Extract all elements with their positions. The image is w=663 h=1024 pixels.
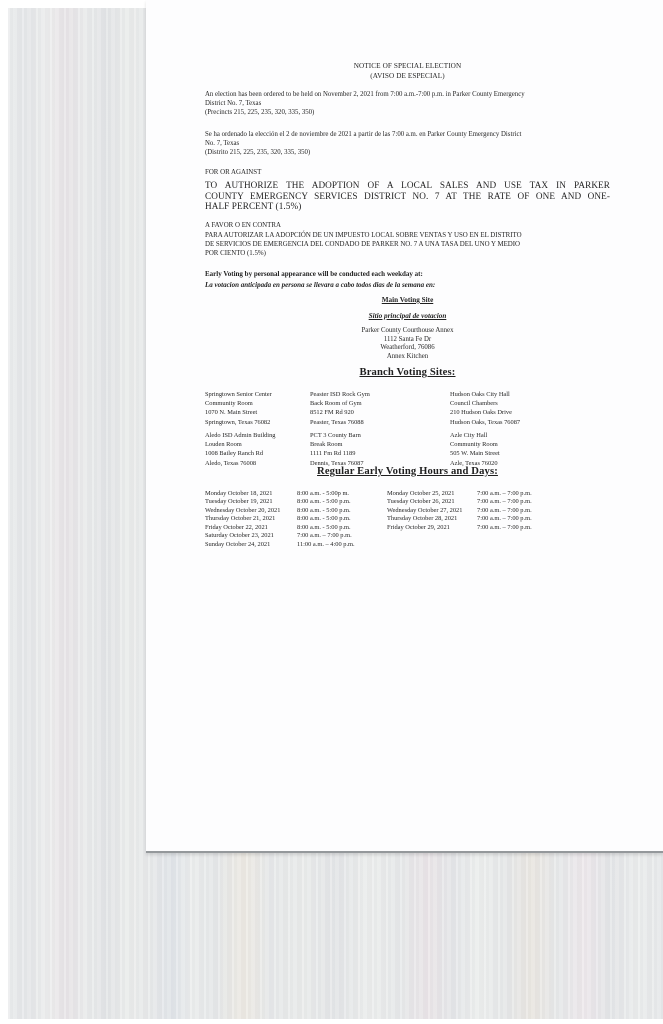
branch-site-azle <box>450 431 555 468</box>
hours-date: Saturday October 23, 2021 <box>205 532 274 540</box>
main-site-address-line: Weatherford, 76086 <box>380 344 435 351</box>
site-line: 8512 FM Rd 920 <box>310 409 354 417</box>
site-line: Community Room <box>450 441 498 449</box>
intro-spanish-line: No. 7, Texas <box>205 139 240 147</box>
site-line: Peaster ISD Rock Gym <box>310 391 370 398</box>
site-line: 1070 N. Main Street <box>205 409 258 417</box>
site-line: Aledo ISD Admin Building <box>205 432 276 439</box>
hours-date: Wednesday October 20, 2021 <box>205 506 281 514</box>
site-line: Hudson Oaks, Texas 76087 <box>450 418 521 426</box>
hours-date: Thursday October 21, 2021 <box>205 515 276 523</box>
early-voting-note-english: Early Voting by personal appearance will be conducted each weekday at: <box>205 270 423 278</box>
main-site-address-line: Annex Kitchen <box>386 352 429 360</box>
site-line: Springtown, Texas 76082 <box>205 418 271 426</box>
document-page <box>146 0 663 853</box>
hours-date: Thursday October 28, 2021 <box>387 515 458 523</box>
site-line: 1111 Fm Rd 1189 <box>310 450 356 458</box>
main-site-address-line: Parker County Courthouse Annex <box>361 327 454 334</box>
hours-time: 8:00 a.m. - 5:00 p.m. <box>297 506 351 514</box>
branch-sites-heading: Branch Voting Sites: <box>359 367 456 378</box>
notice-subtitle: (AVISO DE ESPECIAL) <box>370 71 445 80</box>
site-line: Council Chambers <box>450 400 498 408</box>
hours-date: Friday October 22, 2021 <box>205 523 268 531</box>
hours-time: 7:00 a.m. – 7:00 p.m. <box>297 532 352 540</box>
site-line: Hudson Oaks City Hall <box>450 391 510 398</box>
site-line: Community Room <box>205 400 253 408</box>
proposition-spanish-line: PARA AUTORIZAR LA ADOPCIÓN DE UN IMPUESTO LOCAL SOBRE VENTAS Y USO EN EL DISTRITO <box>205 232 522 239</box>
proposition-english-line: TO AUTHORIZE THE ADOPTION OF A LOCAL SALES AND USE TAX IN PARKER <box>205 180 610 190</box>
proposition-spanish <box>205 231 610 259</box>
intro-spanish-line: Se ha ordenado la elección el 2 de noviembre de 2021 a partir de las 7:00 a.m. en Parker County Emergency District <box>205 131 522 138</box>
ballot-heading-english: FOR OR AGAINST <box>205 169 262 176</box>
intro-english <box>205 91 610 117</box>
site-line: Break Room <box>310 441 343 449</box>
site-line: 210 Hudson Oaks Drive <box>450 409 512 417</box>
hours-right-times <box>477 490 532 532</box>
hours-time: 7:00 a.m. – 7:00 p.m. <box>477 490 532 497</box>
site-line: 505 W. Main Street <box>450 450 500 458</box>
site-line: Back Room of Gym <box>310 400 362 408</box>
hours-time: 7:00 a.m. – 7:00 p.m. <box>477 523 532 531</box>
intro-spanish-line: (Distrito 215, 225, 235, 320, 335, 350) <box>205 148 311 156</box>
ballot-heading-spanish: A FAVOR O EN CONTRA <box>205 222 281 229</box>
main-site-heading-english: Main Voting Site <box>381 296 434 304</box>
intro-english-line: (Precincts 215, 225, 235, 320, 335, 350) <box>205 108 315 116</box>
hours-date: Monday October 18, 2021 <box>205 490 273 497</box>
early-voting-note-spanish: La votacion anticipada en persona se llevara a cabo todos dias de la semana en: <box>205 281 436 289</box>
hours-date: Sunday October 24, 2021 <box>205 540 271 548</box>
proposition-spanish-line: DE SERVICIOS DE EMERGENCIA DEL CONDADO DE PARKER NO. 7 A UNA TASA DEL UNO Y MEDIO <box>205 241 521 249</box>
site-line: Louden Room <box>205 441 242 449</box>
hours-time: 11:00 a.m. – 4:00 p.m. <box>297 540 355 548</box>
hours-left-times <box>297 490 355 549</box>
hours-right-dates <box>387 490 462 532</box>
proposition-spanish-line: POR CIENTO (1.5%) <box>205 250 266 258</box>
site-line: Springtown Senior Center <box>205 391 272 398</box>
hours-date: Tuesday October 26, 2021 <box>387 498 455 506</box>
site-line: Aledo, Texas 76008 <box>205 459 257 467</box>
notice-title: NOTICE OF SPECIAL ELECTION <box>353 62 462 70</box>
main-site-address-line: 1112 Santa Fe Dr <box>383 335 432 343</box>
branch-site-springtown <box>205 390 310 427</box>
hours-time: 7:00 a.m. – 7:00 p.m. <box>477 506 532 514</box>
proposition-english-line: HALF PERCENT (1.5%) <box>205 201 302 212</box>
site-line: PCT 3 County Barn <box>310 432 361 439</box>
hours-time: 8:00 a.m. - 5:00 p.m. <box>297 523 351 531</box>
branch-site-hudson-oaks <box>450 390 555 427</box>
notice-title-block <box>205 62 610 81</box>
hours-date: Friday October 29, 2021 <box>387 523 450 531</box>
site-line: 1008 Bailey Ranch Rd <box>205 450 264 458</box>
intro-english-line: District No. 7, Texas <box>205 99 262 107</box>
main-site-address <box>205 327 610 361</box>
branch-site-peaster <box>310 390 415 427</box>
intro-spanish <box>205 131 610 157</box>
hours-time: 7:00 a.m. – 7:00 p.m. <box>477 515 532 523</box>
hours-time: 8:00 a.m. - 5:00p m. <box>297 490 350 497</box>
hours-date: Wednesday October 27, 2021 <box>387 506 463 514</box>
hours-time: 8:00 a.m. - 5:00 p.m. <box>297 498 351 506</box>
site-line: Azle, Texas 76020 <box>450 459 498 467</box>
hours-left-dates <box>205 490 280 549</box>
hours-time: 8:00 a.m. - 5:00 p.m. <box>297 515 351 523</box>
hours-date: Monday October 25, 2021 <box>387 490 455 497</box>
proposition-english <box>205 180 610 212</box>
branch-site-pct3 <box>310 431 415 468</box>
hours-time: 7:00 a.m. – 7:00 p.m. <box>477 498 532 506</box>
site-line: Azle City Hall <box>450 432 488 439</box>
main-site-heading-spanish: Sitio principal de votacion <box>368 312 447 320</box>
proposition-english-line: COUNTY EMERGENCY SERVICES DISTRICT NO. 7 AT THE RATE OF ONE AND ONE- <box>205 190 610 201</box>
site-line: Dennis, Texas 76087 <box>310 459 364 467</box>
intro-english-line: An election has been ordered to be held on November 2, 2021 from 7:00 a.m.-7:00 p.m. in Parker County Emergency <box>205 91 525 98</box>
branch-site-aledo <box>205 431 310 468</box>
hours-date: Tuesday October 19, 2021 <box>205 498 273 506</box>
hours-heading: Regular Early Voting Hours and Days: <box>317 466 498 477</box>
site-line: Peaster, Texas 76088 <box>310 418 364 426</box>
